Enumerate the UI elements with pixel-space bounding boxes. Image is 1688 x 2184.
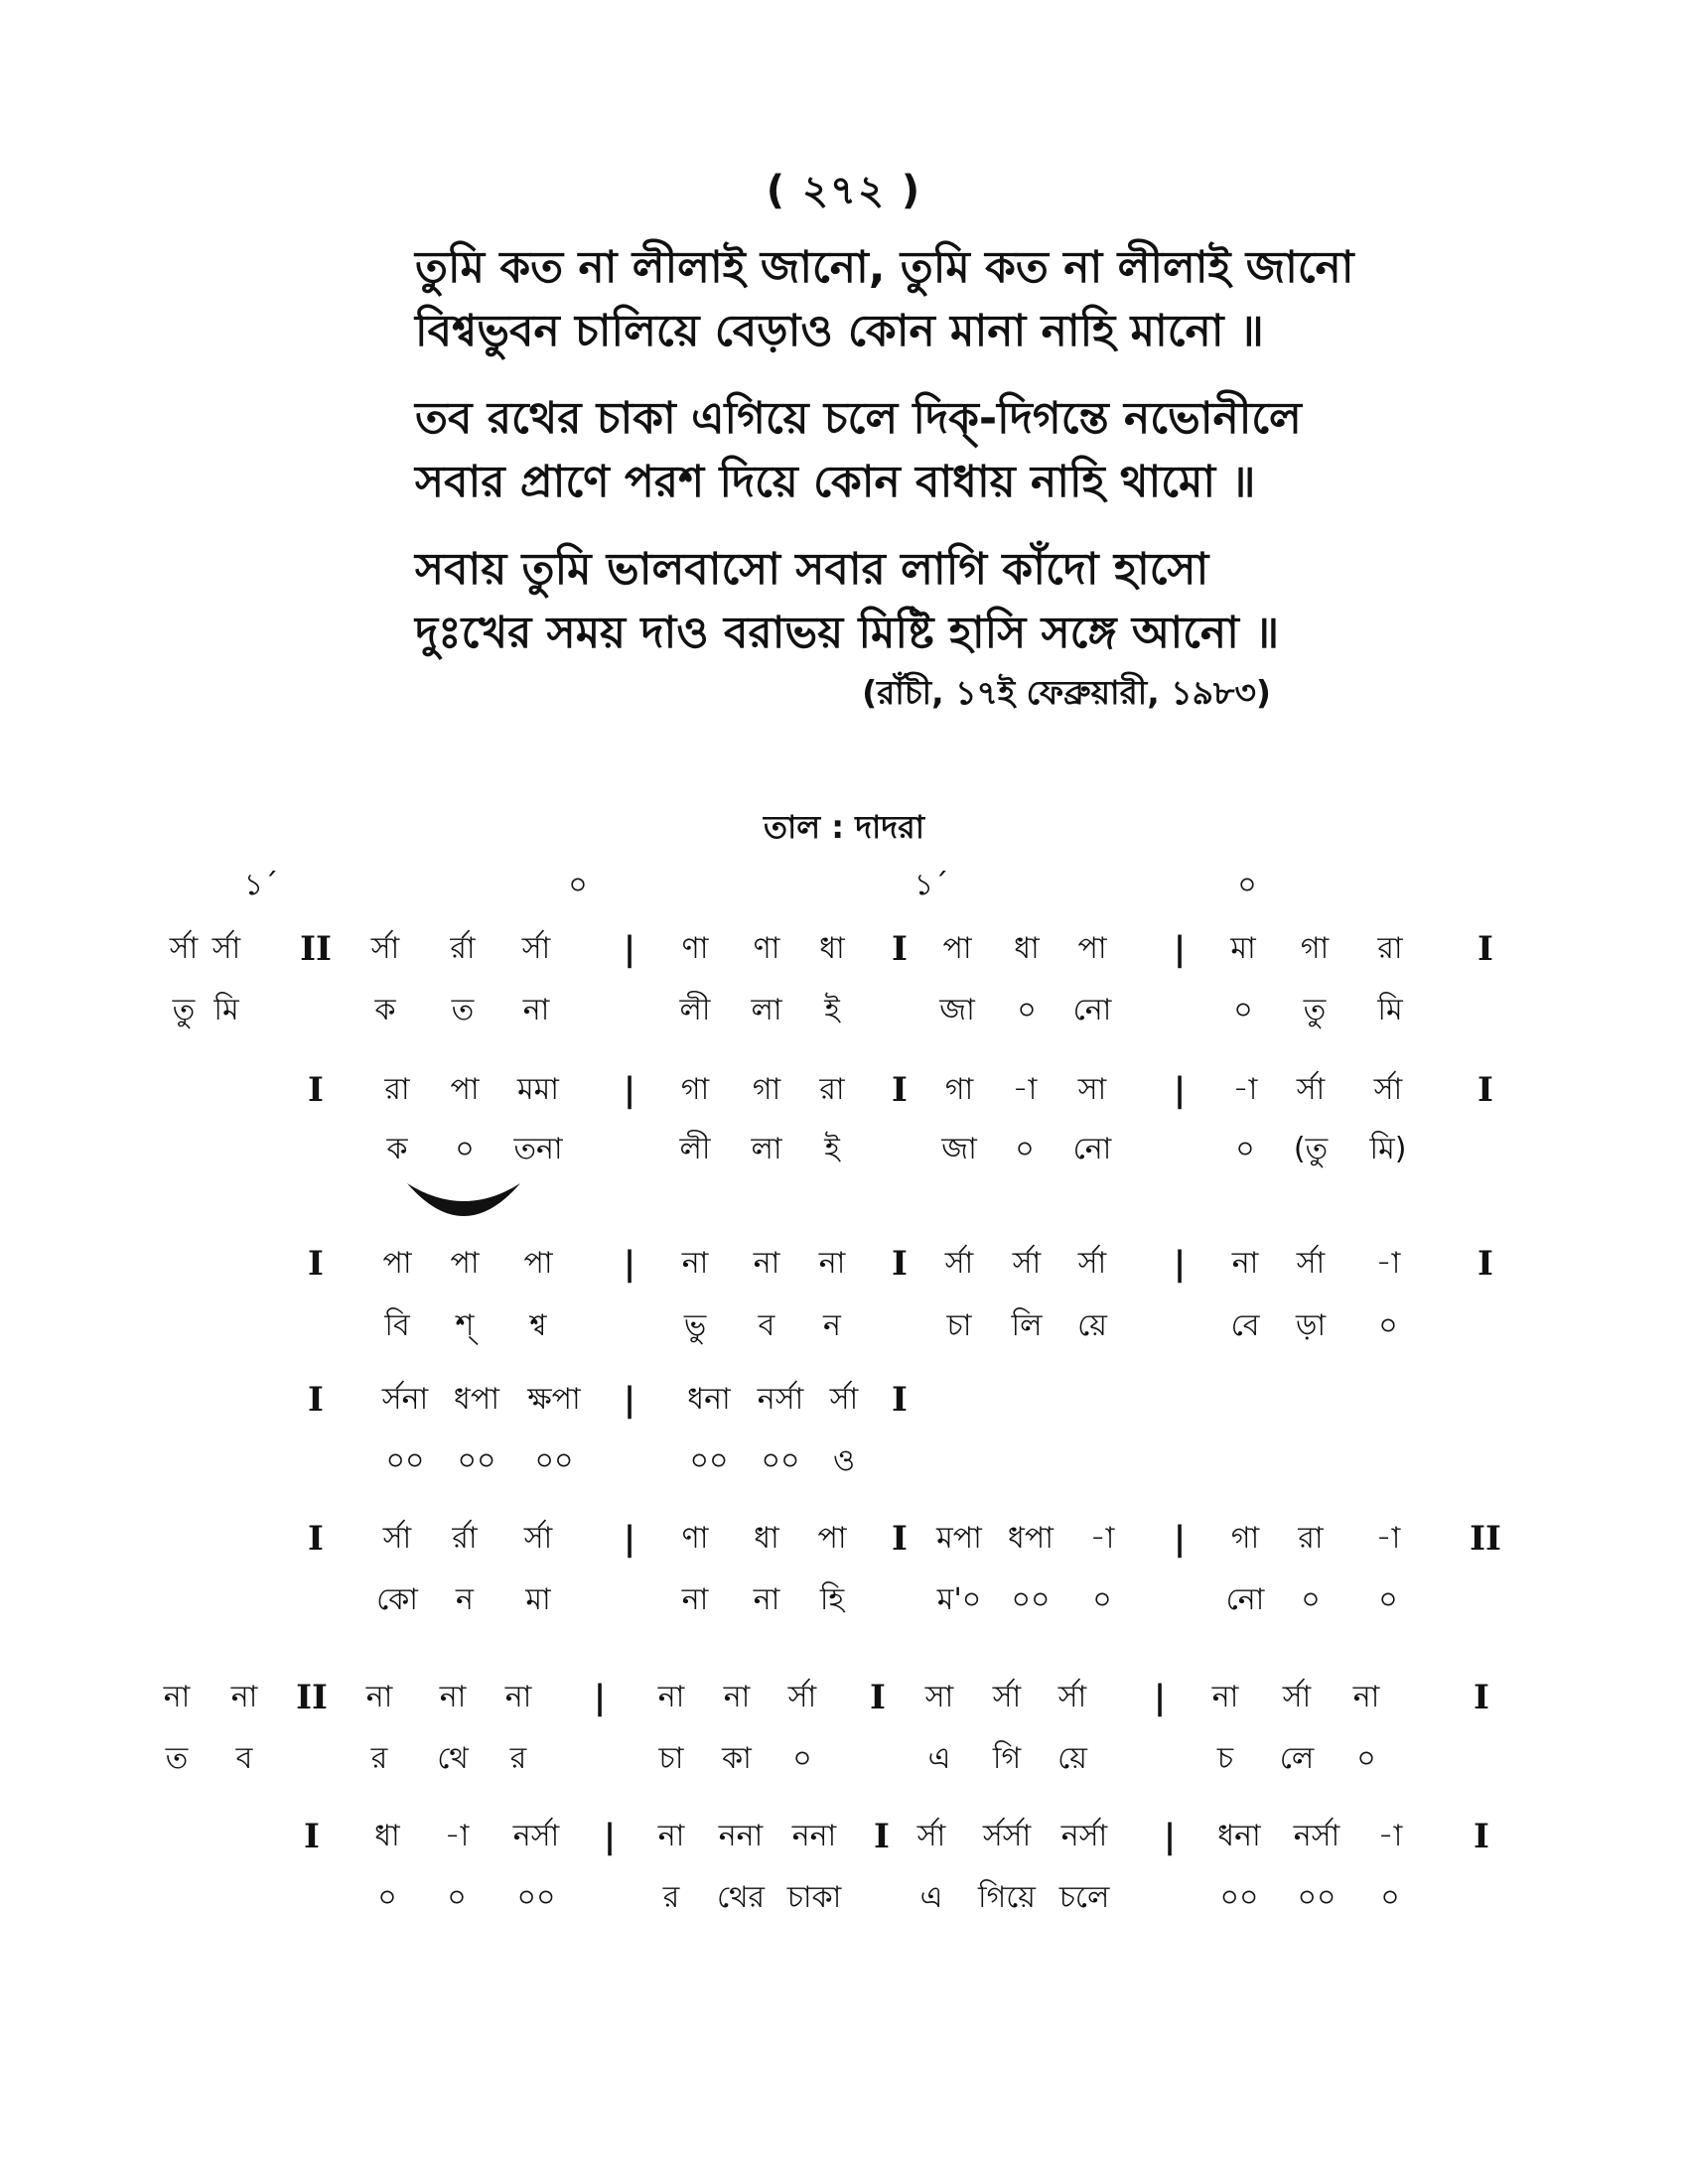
lyric-syllable: শ্ব [529, 1308, 547, 1343]
bar-line: I [870, 1678, 886, 1717]
lyric-syllable: থের [716, 1880, 766, 1915]
verse-line: বিশ্বভুবন চালিয়ে বেড়াও কোন মানা নাহি মানো ॥ [415, 306, 1264, 356]
swara-note: ক্ষপা [527, 1382, 581, 1417]
bar-line: | [593, 1678, 607, 1717]
swara-note: নর্সা [1293, 1819, 1340, 1853]
swara-note: রা [384, 1072, 410, 1107]
composition-note: (রাঁচী, ১৭ই ফেব্রুয়ারী, ১৯৮৩) [862, 673, 1271, 712]
bar-line: | [1153, 1678, 1167, 1717]
bar-line: I [308, 1070, 324, 1110]
lyric-syllable: ব [758, 1308, 775, 1343]
bar-line: I [892, 1244, 908, 1284]
lyric-syllable: এ [927, 1741, 951, 1776]
lyric-syllable: তু [1303, 993, 1327, 1027]
swara-note: র্সা [370, 931, 400, 966]
lyric-syllable: ০০ [385, 1443, 425, 1478]
lyric-syllable: ই [824, 993, 840, 1027]
swara-note: না [504, 1680, 532, 1714]
swara-note: ধা [374, 1819, 400, 1853]
lyric-syllable: চা [658, 1741, 684, 1776]
swara-note: গা [944, 1072, 974, 1107]
swara-note: -া [1012, 1072, 1038, 1107]
swara-note: গা [680, 1072, 710, 1107]
lyric-syllable: ০ [1092, 1582, 1112, 1617]
swara-note: না [657, 1819, 685, 1853]
lyric-syllable: এ [919, 1880, 943, 1915]
swara-note: র্সা [523, 1521, 553, 1556]
beat-mark: ১´ [243, 868, 279, 902]
lyric-syllable: ত [165, 1741, 189, 1776]
verse-line: সবার প্রাণে পরশ দিয়ে কোন বাধায় নাহি থামো ॥ [415, 457, 1256, 507]
lyric-syllable: ০ [377, 1880, 397, 1915]
lyric-syllable: না [522, 993, 550, 1027]
swara-note: না [230, 1680, 258, 1714]
lyric-syllable: ০০ [689, 1443, 729, 1478]
lyric-syllable: হি [819, 1582, 845, 1617]
lyric-syllable: লা [751, 993, 782, 1027]
swara-note: না [1231, 1246, 1259, 1281]
swara-note: না [163, 1680, 191, 1714]
swara-note: না [681, 1246, 709, 1281]
lyric-syllable: ০ [1378, 1582, 1398, 1617]
lyric-syllable: নো [1225, 1582, 1265, 1617]
swara-note: না [723, 1680, 751, 1714]
swara-note: র্সা [944, 1246, 974, 1281]
lyric-syllable: জা [939, 993, 975, 1027]
lyric-syllable: মি) [1369, 1132, 1407, 1166]
swara-note: র্সর্সা [982, 1819, 1032, 1853]
swara-note: না [818, 1246, 846, 1281]
swara-note: গা [752, 1072, 781, 1107]
verse-line: তুমি কত না লীলাই জানো, তুমি কত না লীলাই জানো [415, 242, 1354, 293]
swara-note: পা [523, 1246, 553, 1281]
swara-note: পা [450, 1072, 480, 1107]
bar-line: I [1474, 1817, 1489, 1856]
lyric-syllable: র [370, 1741, 388, 1776]
lyric-syllable: জা [941, 1132, 977, 1166]
lyric-syllable: শ্ [455, 1308, 475, 1343]
swara-note: না [1352, 1680, 1380, 1714]
beat-mark: ০ [1237, 868, 1257, 902]
swara-note: গা [1230, 1521, 1260, 1556]
swara-note: ধা [819, 931, 845, 966]
bar-line: I [1477, 929, 1493, 969]
swara-note: ধনা [687, 1382, 731, 1417]
lyric-syllable: ড়া [1295, 1308, 1327, 1343]
lyric-syllable: ০ [792, 1741, 812, 1776]
swara-note: মা [1230, 931, 1256, 966]
bar-line: I [892, 929, 908, 969]
lyric-syllable: ০ [1356, 1741, 1376, 1776]
lyric-syllable: লি [1011, 1308, 1043, 1343]
bar-line: | [1173, 1519, 1187, 1559]
lyric-syllable: তনা [513, 1132, 563, 1166]
lyric-syllable: মি [213, 993, 239, 1027]
bar-line: | [623, 1519, 636, 1559]
lyric-syllable: ০ [447, 1880, 467, 1915]
bar-line: | [1173, 1244, 1187, 1284]
swara-note: রা [1298, 1521, 1324, 1556]
bar-line: | [623, 929, 636, 969]
swara-note: র্সা [169, 931, 199, 966]
lyric-syllable: মা [525, 1582, 551, 1617]
lyric-syllable: চ [1216, 1741, 1234, 1776]
lyric-syllable: ০ [1235, 1132, 1255, 1166]
lyric-syllable: নো [1072, 1132, 1112, 1166]
lyric-syllable: চাকা [786, 1880, 842, 1915]
tala-title: তাল : দাদরা [764, 808, 924, 846]
swara-note: নর্সা [757, 1382, 804, 1417]
swara-note: ধা [754, 1521, 779, 1556]
swara-note: মমা [516, 1072, 560, 1107]
beat-mark: ০ [568, 868, 588, 902]
swara-note: র্সা [521, 931, 551, 966]
swara-note: রা [1377, 931, 1403, 966]
lyric-syllable: র [662, 1880, 680, 1915]
swara-note: র্রা [450, 931, 476, 966]
lyric-syllable: ০ [1378, 1308, 1398, 1343]
lyric-syllable: কো [376, 1582, 418, 1617]
swara-note: না [753, 1246, 780, 1281]
lyric-syllable: গি [992, 1741, 1022, 1776]
verse-line: তব রথের চাকা এগিয়ে চলে দিক্-দিগন্তে নভোনীলে [415, 393, 1302, 444]
swara-note: পা [942, 931, 972, 966]
swara-note: -া [1377, 1819, 1403, 1853]
lyric-syllable: ই [824, 1132, 840, 1166]
lyric-syllable: ব [235, 1741, 253, 1776]
swara-note: -া [1375, 1246, 1401, 1281]
page-number: ( ২৭২ ) [766, 168, 922, 213]
swara-note: র্সা [1057, 1680, 1087, 1714]
lyric-syllable: ক [386, 1132, 408, 1166]
lyric-syllable: ন [823, 1308, 841, 1343]
swara-note: সা [1077, 1072, 1107, 1107]
bar-line: | [603, 1817, 617, 1856]
lyric-syllable: ন [456, 1582, 474, 1617]
swara-note: র্সনা [381, 1382, 429, 1417]
bar-line: | [623, 1070, 636, 1110]
bar-line: I [308, 1380, 324, 1420]
swara-note: র্সা [1012, 1246, 1042, 1281]
lyric-syllable: তু [172, 993, 196, 1027]
bar-line: | [1173, 929, 1187, 969]
swara-note: ধনা [1217, 1819, 1261, 1853]
swara-note: র্সা [1077, 1246, 1107, 1281]
lyric-syllable: ম'০ [936, 1582, 982, 1617]
lyric-syllable: য়ে [1057, 1741, 1087, 1776]
swara-note: না [365, 1680, 393, 1714]
swara-note: না [1211, 1680, 1239, 1714]
swara-note: সা [924, 1680, 954, 1714]
bar-line: II [300, 929, 332, 969]
lyric-syllable: লা [751, 1132, 782, 1166]
lyric-syllable: ০ [1301, 1582, 1321, 1617]
lyric-syllable: না [753, 1582, 780, 1617]
lyric-syllable: বে [1230, 1308, 1260, 1343]
lyric-syllable: ০০ [1011, 1582, 1051, 1617]
bar-line: I [874, 1817, 890, 1856]
bar-line: I [892, 1519, 908, 1559]
lyric-syllable: চলে [1058, 1880, 1110, 1915]
swara-note: র্সা [916, 1819, 946, 1853]
lyric-syllable: ক [374, 993, 396, 1027]
lyric-syllable: লী [679, 1132, 711, 1166]
slur-mark [405, 1179, 522, 1227]
verse-line: দুঃখের সময় দাও বরাভয় মিষ্টি হাসি সঙ্গে আনো ॥ [415, 608, 1280, 658]
lyric-syllable: ০ [1017, 993, 1037, 1027]
swara-note: ধপা [454, 1382, 499, 1417]
bar-line: II [1470, 1519, 1501, 1559]
swara-note: না [439, 1680, 467, 1714]
swara-note: র্রা [452, 1521, 478, 1556]
verse-line: সবায় তুমি ভালবাসো সবার লাগি কাঁদো হাসো [415, 544, 1209, 595]
lyric-syllable: ০ [455, 1132, 475, 1166]
swara-note: র্সা [1282, 1680, 1312, 1714]
swara-note: পা [817, 1521, 847, 1556]
lyric-syllable: থে [437, 1741, 469, 1776]
swara-note: র্সা [382, 1521, 412, 1556]
lyric-syllable: ০ [1380, 1880, 1400, 1915]
swara-note: পা [1077, 931, 1107, 966]
lyric-syllable: ০ [1233, 993, 1253, 1027]
swara-note: ণা [681, 931, 709, 966]
bar-line: I [308, 1519, 324, 1559]
swara-note: ণা [753, 931, 780, 966]
swara-note: পা [450, 1246, 480, 1281]
bar-line: I [892, 1380, 908, 1420]
lyric-syllable: চা [946, 1308, 972, 1343]
swara-note: মপা [936, 1521, 982, 1556]
lyric-syllable: (তু [1293, 1132, 1329, 1166]
lyric-syllable: য়ে [1077, 1308, 1107, 1343]
swara-note: -া [1375, 1521, 1401, 1556]
swara-note: র্সা [787, 1680, 817, 1714]
swara-note: ধা [1014, 931, 1040, 966]
swara-note: রা [819, 1072, 845, 1107]
lyric-syllable: ০০ [516, 1880, 556, 1915]
lyric-syllable: র [509, 1741, 527, 1776]
swara-note: র্সা [1373, 1072, 1403, 1107]
swara-note: নর্সা [512, 1819, 560, 1853]
lyric-syllable: গিয়ে [978, 1880, 1036, 1915]
swara-note: র্সা [992, 1680, 1022, 1714]
swara-note: ননা [791, 1819, 837, 1853]
lyric-syllable: ০০ [1297, 1880, 1336, 1915]
swara-note: র্সা [829, 1382, 859, 1417]
bar-line: | [623, 1380, 636, 1420]
bar-line: | [623, 1244, 636, 1284]
lyric-syllable: ০০ [761, 1443, 800, 1478]
lyric-syllable: ভু [683, 1308, 707, 1343]
swara-note: ধপা [1008, 1521, 1054, 1556]
beat-mark: ১´ [914, 868, 949, 902]
swara-note: পা [382, 1246, 412, 1281]
swara-note: র্সা [211, 931, 241, 966]
swara-note: না [657, 1680, 685, 1714]
lyric-syllable: মি [1377, 993, 1403, 1027]
bar-line: I [1477, 1244, 1493, 1284]
swara-note: ণা [681, 1521, 709, 1556]
lyric-syllable: ০০ [534, 1443, 574, 1478]
bar-line: I [304, 1817, 320, 1856]
lyric-syllable: নো [1072, 993, 1112, 1027]
lyric-syllable: লী [679, 993, 711, 1027]
lyric-syllable: বি [384, 1308, 410, 1343]
lyric-syllable: ও [832, 1443, 856, 1478]
bar-line: | [1163, 1817, 1177, 1856]
swara-note: -া [1232, 1072, 1258, 1107]
swara-note: র্সা [1296, 1246, 1326, 1281]
lyric-syllable: ০০ [457, 1443, 496, 1478]
swara-note: -া [444, 1819, 470, 1853]
swara-note: নর্সা [1060, 1819, 1108, 1853]
swara-note: ননা [718, 1819, 764, 1853]
lyric-syllable: লে [1279, 1741, 1315, 1776]
lyric-syllable: না [681, 1582, 709, 1617]
swara-note: -া [1089, 1521, 1115, 1556]
swara-note: র্সা [1296, 1072, 1326, 1107]
bar-line: I [892, 1070, 908, 1110]
swara-note: গা [1300, 931, 1330, 966]
bar-line: I [1477, 1070, 1493, 1110]
lyric-syllable: ত [451, 993, 475, 1027]
bar-line: I [1474, 1678, 1489, 1717]
lyric-syllable: কা [722, 1741, 752, 1776]
bar-line: I [308, 1244, 324, 1284]
bar-line: II [296, 1678, 328, 1717]
lyric-syllable: ০ [1015, 1132, 1035, 1166]
lyric-syllable: ০০ [1219, 1880, 1259, 1915]
bar-line: | [1173, 1070, 1187, 1110]
